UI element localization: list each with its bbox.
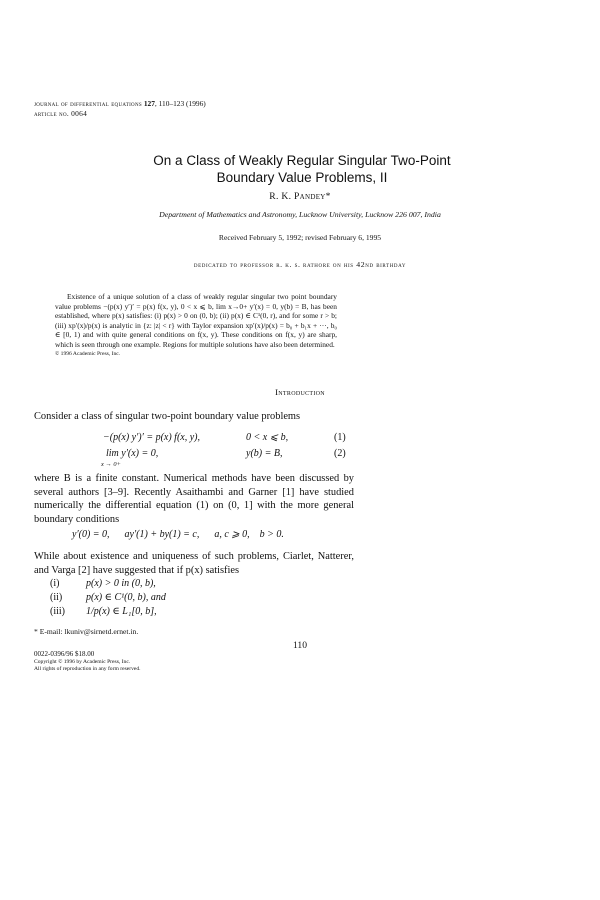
- condition-number: (iii): [50, 606, 65, 617]
- condition-item: [50, 577, 166, 591]
- condition-text: p(x) ∈ C¹(0, b), and: [86, 592, 166, 603]
- title-line-2: Boundary Value Problems, II: [216, 170, 388, 185]
- title-line-1: On a Class of Weakly Regular Singular Two-Point: [153, 153, 451, 168]
- section-heading: Introduction: [275, 387, 325, 397]
- footnote: * E-mail: lkuniv@sirnetd.ernet.in.: [34, 627, 139, 636]
- issn-price: 0022-0396/96 $18.00: [34, 650, 95, 658]
- abstract: [55, 292, 337, 359]
- journal-header: [34, 99, 206, 118]
- intro-paragraph-1: Consider a class of singular two-point boundary value problems: [34, 411, 301, 422]
- condition-item: [50, 605, 166, 619]
- dedication: dedicated to professor r. k. s. rathore on his 42nd birthday: [193, 260, 407, 269]
- article-number: article no. 0064: [34, 108, 88, 118]
- equation-2-condition: y(b) = B,: [246, 448, 283, 459]
- equation-1-number: (1): [334, 432, 346, 443]
- author: R. K. Pandey*: [269, 191, 331, 202]
- publication-footer: [34, 650, 141, 674]
- abstract-text: Existence of a unique solution of a class of weakly regular singular two point boundary value problems −(p(x) y′)′ = p(x) f(x, y), 0 < x ⩽ b, lim x→0+ y′(x) = 0, y(b) = B, has been established, where p(x) satisfies: (i) p(x) > 0 on (0, b); (ii) p(x) ∈ C¹(0, r), and for some r > b; (iii) xp′(x)/p(x) is analytic in {z: |z| < r} with Taylor expansion xp′(x)/p(x) = b₀ + b₁x + ···, b₀ ∈ [0, 1) and with quite general conditions on f(x, y). These conditions on f(x, y) are sharp, which is seen through one example. Regions for multiple solutions have also been determined.: [55, 292, 337, 349]
- intro-paragraph-3: While about existence and uniqueness of such problems, Ciarlet, Natterer, and Varga [2] have suggested that if p(x) satisfies: [34, 551, 354, 576]
- equation-1-lhs: −(p(x) y′)′ = p(x) f(x, y),: [103, 432, 200, 443]
- copyright-line: Copyright © 1996 by Academic Press, Inc.: [34, 658, 131, 665]
- journal-pages: , 110–123 (1996): [154, 99, 206, 108]
- condition-number: (i): [50, 578, 60, 589]
- intro-paragraph-2: where B is a finite constant. Numerical methods have been discussed by several authors [3–9]. Recently Asaithambi and Garner [1] have studied numerically the differential equation (1) on (0, 1] with the more general boundary conditions: [34, 473, 354, 525]
- affiliation: Department of Mathematics and Astronomy, Lucknow University, Lucknow 226 007, India: [159, 210, 441, 219]
- equation-3: y′(0) = 0, ay′(1) + by(1) = c, a, c ⩾ 0, b > 0.: [72, 529, 284, 540]
- equation-2-lhs: lim y′(x) = 0,: [106, 448, 159, 459]
- rights-line: All rights of reproduction in any form reserved.: [34, 666, 141, 673]
- journal-name: journal of differential equations: [34, 99, 142, 108]
- received-dates: Received February 5, 1992; revised February 6, 1995: [218, 233, 382, 242]
- equation-1-condition: 0 < x ⩽ b,: [246, 432, 289, 443]
- paper-title: [0, 152, 600, 186]
- equation-2-number: (2): [334, 448, 346, 459]
- page-number: 110: [292, 640, 308, 651]
- condition-number: (ii): [50, 592, 63, 603]
- journal-volume: 127: [143, 99, 155, 108]
- conditions-list: [50, 577, 166, 619]
- equation-2-limit-subscript: x → 0+: [101, 461, 121, 468]
- condition-item: [50, 591, 166, 605]
- abstract-copyright: © 1996 Academic Press, Inc.: [55, 350, 121, 357]
- condition-text: 1/p(x) ∈ L₁[0, b],: [86, 606, 157, 617]
- condition-text: p(x) > 0 in (0, b),: [86, 578, 156, 589]
